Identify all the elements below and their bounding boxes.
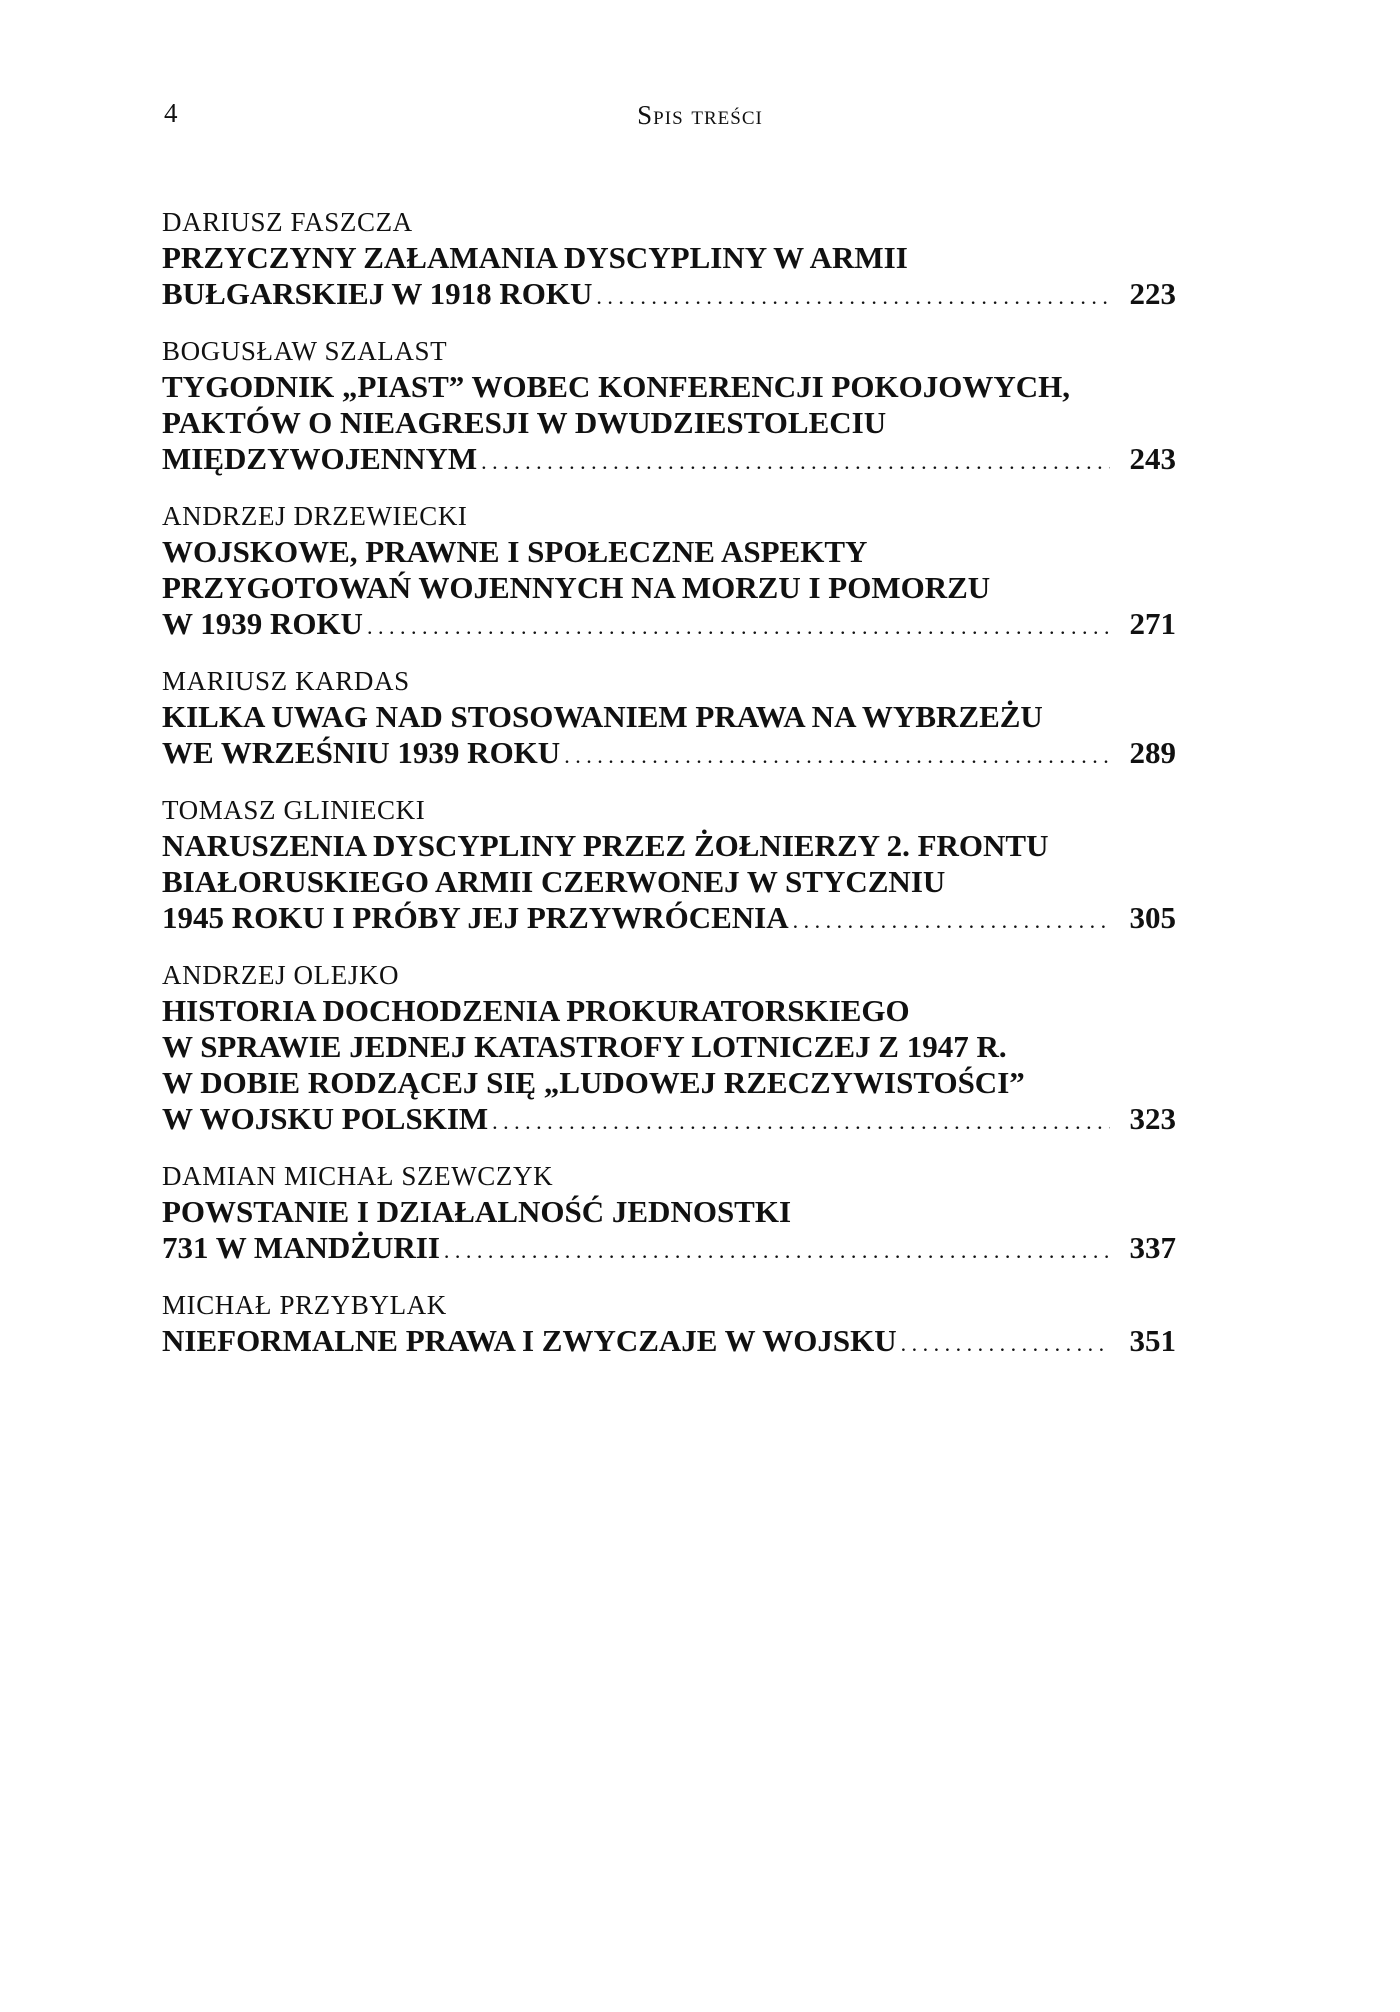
- toc-entry[interactable]: [162, 663, 1176, 774]
- toc-entry-title-line: PRZYGOTOWAŃ WOJENNYCH NA MORZU I POMORZU: [162, 570, 991, 605]
- toc-entry-title-line: W WOJSKU POLSKIM: [162, 1101, 489, 1136]
- toc-entry-page: 289: [1129, 735, 1176, 770]
- toc-entry-page: 305: [1129, 900, 1176, 935]
- toc-entry-title-line: WOJSKOWE, PRAWNE I SPOŁECZNE ASPEKTY: [162, 534, 868, 569]
- toc-entry-author: ANDRZEJ OLEJKO: [162, 960, 400, 990]
- table-of-contents: [162, 204, 1176, 1380]
- toc-entry-page: 351: [1129, 1323, 1176, 1358]
- dot-leader: [564, 738, 1110, 774]
- toc-entry-page: 323: [1129, 1101, 1176, 1136]
- toc-entry-title-line: HISTORIA DOCHODZENIA PROKURATORSKIEGO: [162, 993, 910, 1028]
- dot-leader: [444, 1233, 1110, 1269]
- page-number: 4: [164, 98, 178, 128]
- toc-entry-title-last-line: [162, 900, 1176, 939]
- toc-entry-title-line: WE WRZEŚNIU 1939 ROKU: [162, 735, 561, 770]
- toc-entry-title-line: W 1939 ROKU: [162, 606, 363, 641]
- toc-entry-title-line: NARUSZENIA DYSCYPLINY PRZEZ ŻOŁNIERZY 2. FRONTU: [162, 828, 1049, 863]
- toc-entry-title-line: 731 W MANDŻURII: [162, 1230, 440, 1265]
- toc-entry-author: DARIUSZ FASZCZA: [162, 207, 413, 237]
- dot-leader: [596, 279, 1110, 315]
- toc-entry-page: 337: [1129, 1230, 1176, 1265]
- dot-leader: [793, 903, 1110, 939]
- dot-leader: [901, 1326, 1110, 1362]
- toc-entry-title-line: PRZYCZYNY ZAŁAMANIA DYSCYPLINY W ARMII: [162, 240, 908, 275]
- toc-entry-title-last-line: [162, 1101, 1176, 1140]
- toc-entry[interactable]: [162, 498, 1176, 645]
- toc-entry-title-last-line: [162, 276, 1176, 315]
- dot-leader: [492, 1104, 1110, 1140]
- toc-entry-title-line: W SPRAWIE JEDNEJ KATASTROFY LOTNICZEJ Z 1947 R.: [162, 1029, 1007, 1064]
- toc-entry-page: 271: [1129, 606, 1176, 641]
- toc-entry-title-last-line: [162, 1230, 1176, 1269]
- toc-entry-title-last-line: [162, 1323, 1176, 1362]
- toc-entry-author: DAMIAN MICHAŁ SZEWCZYK: [162, 1161, 554, 1191]
- toc-entry-title-line: TYGODNIK „PIAST” WOBEC KONFERENCJI POKOJOWYCH,: [162, 369, 1070, 404]
- toc-entry[interactable]: [162, 1158, 1176, 1269]
- toc-entry-title-line: W DOBIE RODZĄCEJ SIĘ „LUDOWEJ RZECZYWISTOŚCI”: [162, 1065, 1025, 1100]
- toc-entry-author: BOGUSŁAW SZALAST: [162, 336, 448, 366]
- running-head: Spis treści: [637, 100, 763, 130]
- toc-entry-author: MICHAŁ PRZYBYLAK: [162, 1290, 447, 1320]
- toc-entry[interactable]: [162, 792, 1176, 939]
- toc-entry-title-line: 1945 ROKU I PRÓBY JEJ PRZYWRÓCENIA: [162, 900, 789, 935]
- toc-entry[interactable]: [162, 333, 1176, 480]
- toc-entry-author: MARIUSZ KARDAS: [162, 666, 410, 696]
- toc-entry-title-last-line: [162, 735, 1176, 774]
- toc-entry-title-line: MIĘDZYWOJENNYM: [162, 441, 478, 476]
- toc-entry-title-line: POWSTANIE I DZIAŁALNOŚĆ JEDNOSTKI: [162, 1194, 792, 1229]
- toc-entry[interactable]: [162, 957, 1176, 1140]
- toc-entry-title-last-line: [162, 606, 1176, 645]
- toc-entry-page: 243: [1129, 441, 1176, 476]
- toc-entry[interactable]: [162, 1287, 1176, 1362]
- dot-leader: [367, 609, 1110, 645]
- toc-entry-title-line: KILKA UWAG NAD STOSOWANIEM PRAWA NA WYBRZEŻU: [162, 699, 1043, 734]
- toc-entry-title-line: BIAŁORUSKIEGO ARMII CZERWONEJ W STYCZNIU: [162, 864, 946, 899]
- toc-entry-page: 223: [1129, 276, 1176, 311]
- toc-entry-title-line: BUŁGARSKIEJ W 1918 ROKU: [162, 276, 593, 311]
- toc-entry-author: TOMASZ GLINIECKI: [162, 795, 426, 825]
- toc-entry-title-line: PAKTÓW O NIEAGRESJI W DWUDZIESTOLECIU: [162, 405, 887, 440]
- toc-entry-author: ANDRZEJ DRZEWIECKI: [162, 501, 468, 531]
- dot-leader: [481, 444, 1110, 480]
- toc-entry[interactable]: [162, 204, 1176, 315]
- toc-entry-title-last-line: [162, 441, 1176, 480]
- toc-entry-title-line: NIEFORMALNE PRAWA I ZWYCZAJE W WOJSKU: [162, 1323, 897, 1358]
